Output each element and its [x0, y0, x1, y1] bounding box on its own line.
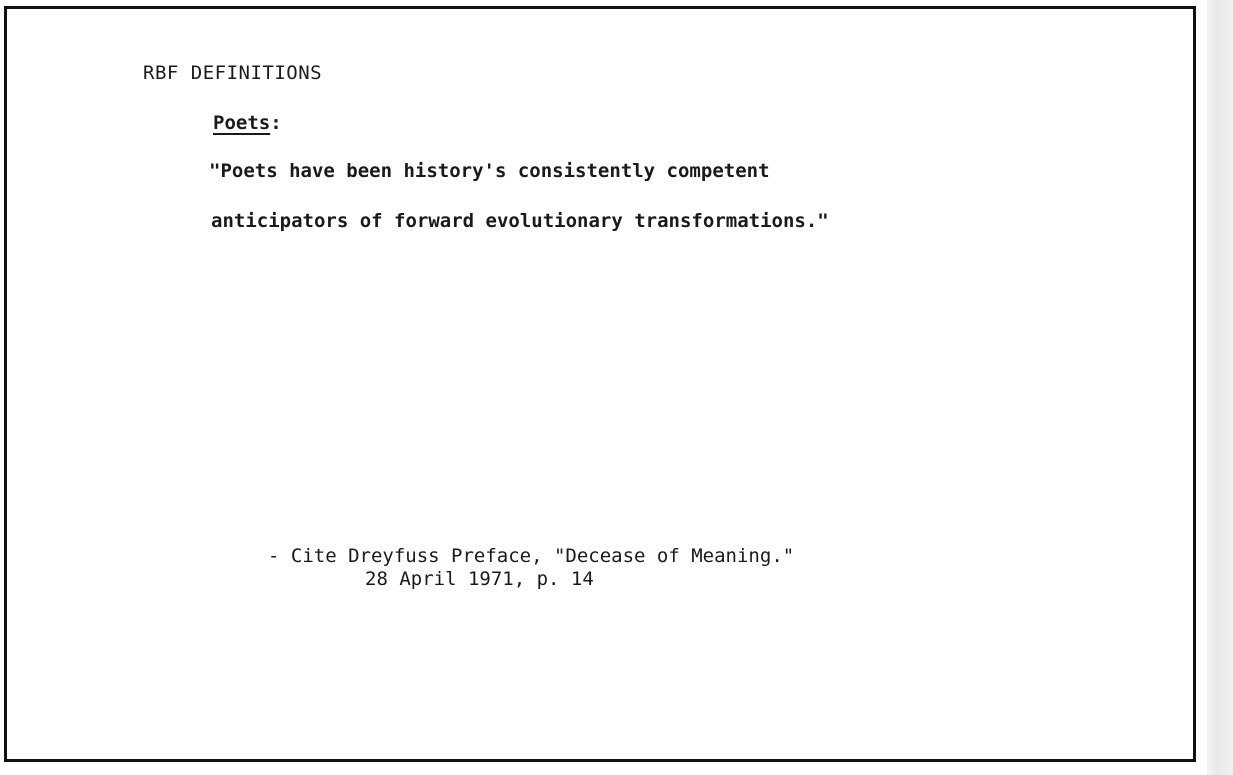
citation-line-2: 28 April 1971, p. 14 — [365, 568, 594, 590]
page-edge-strip — [1207, 0, 1233, 775]
term-suffix: : — [270, 112, 282, 134]
index-card — [4, 6, 1196, 762]
quote-line-2: anticipators of forward evolutionary transformations." — [211, 210, 829, 232]
term-line — [213, 112, 282, 134]
citation-line-1: - Cite Dreyfuss Preface, "Decease of Meaning." — [268, 545, 795, 567]
card-heading: RBF DEFINITIONS — [143, 62, 323, 84]
quote-line-1: "Poets have been history's consistently competent — [209, 160, 770, 182]
term-label: Poets — [213, 112, 271, 134]
